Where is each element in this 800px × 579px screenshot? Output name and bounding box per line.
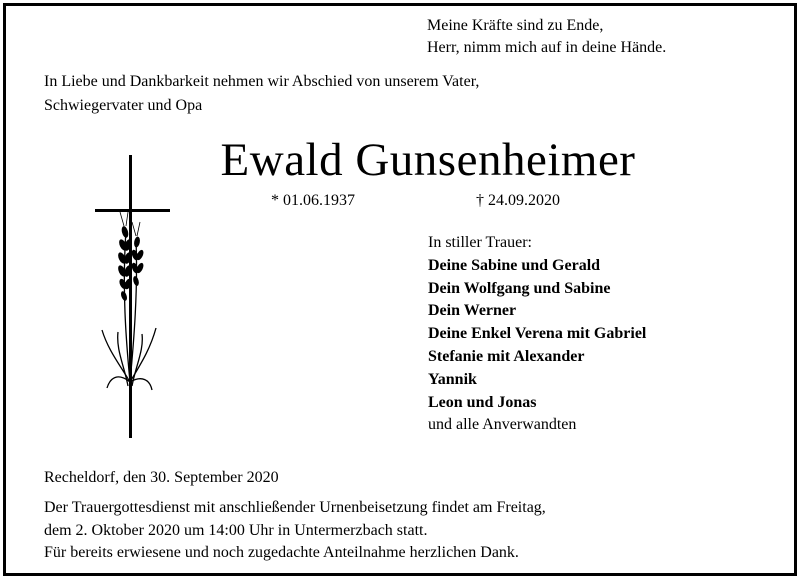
mourner-name: Deine Sabine und Gerald bbox=[428, 256, 601, 274]
birth-date: * 01.06.1937 bbox=[271, 192, 355, 209]
deceased-name: Ewald Gunsenheimer bbox=[220, 134, 636, 186]
mourners-list bbox=[428, 232, 646, 437]
death-date: † 24.09.2020 bbox=[476, 192, 560, 209]
motto-line-1: Meine Kräfte sind zu Ende, bbox=[427, 17, 604, 34]
intro-line-1: In Liebe und Dankbarkeit nehmen wir Abschied von unserem Vater, bbox=[44, 73, 480, 90]
mourner-name: Yannik bbox=[428, 370, 477, 388]
mourners-heading: In stiller Trauer: bbox=[428, 234, 532, 251]
service-notice bbox=[44, 497, 546, 565]
mourners-footer: und alle Anverwandten bbox=[428, 416, 577, 434]
mourner-name: Stefanie mit Alexander bbox=[428, 347, 585, 365]
mourner-name: Leon und Jonas bbox=[428, 393, 537, 411]
intro-text bbox=[44, 70, 479, 118]
mourner-name: Deine Enkel Verena mit Gabriel bbox=[428, 325, 647, 343]
service-notice-line-1: Der Trauergottesdienst mit anschließender Urnenbeisetzung findet am Freitag, bbox=[44, 499, 546, 516]
mourner-name: Dein Werner bbox=[428, 302, 517, 320]
motto-verse bbox=[427, 15, 666, 59]
place-and-date: Recheldorf, den 30. September 2020 bbox=[44, 469, 279, 486]
service-notice-line-3: Für bereits erwiesene und noch zugedachte Anteilnahme herzlichen Dank. bbox=[44, 544, 519, 561]
cross-with-wheat-icon bbox=[90, 150, 180, 440]
motto-line-2: Herr, nimm mich auf in deine Hände. bbox=[427, 39, 667, 56]
intro-line-2: Schwiegervater und Opa bbox=[44, 97, 203, 114]
service-notice-line-2: dem 2. Oktober 2020 um 14:00 Uhr in Untermerzbach statt. bbox=[44, 521, 428, 539]
mourner-name: Dein Wolfgang und Sabine bbox=[428, 279, 611, 297]
